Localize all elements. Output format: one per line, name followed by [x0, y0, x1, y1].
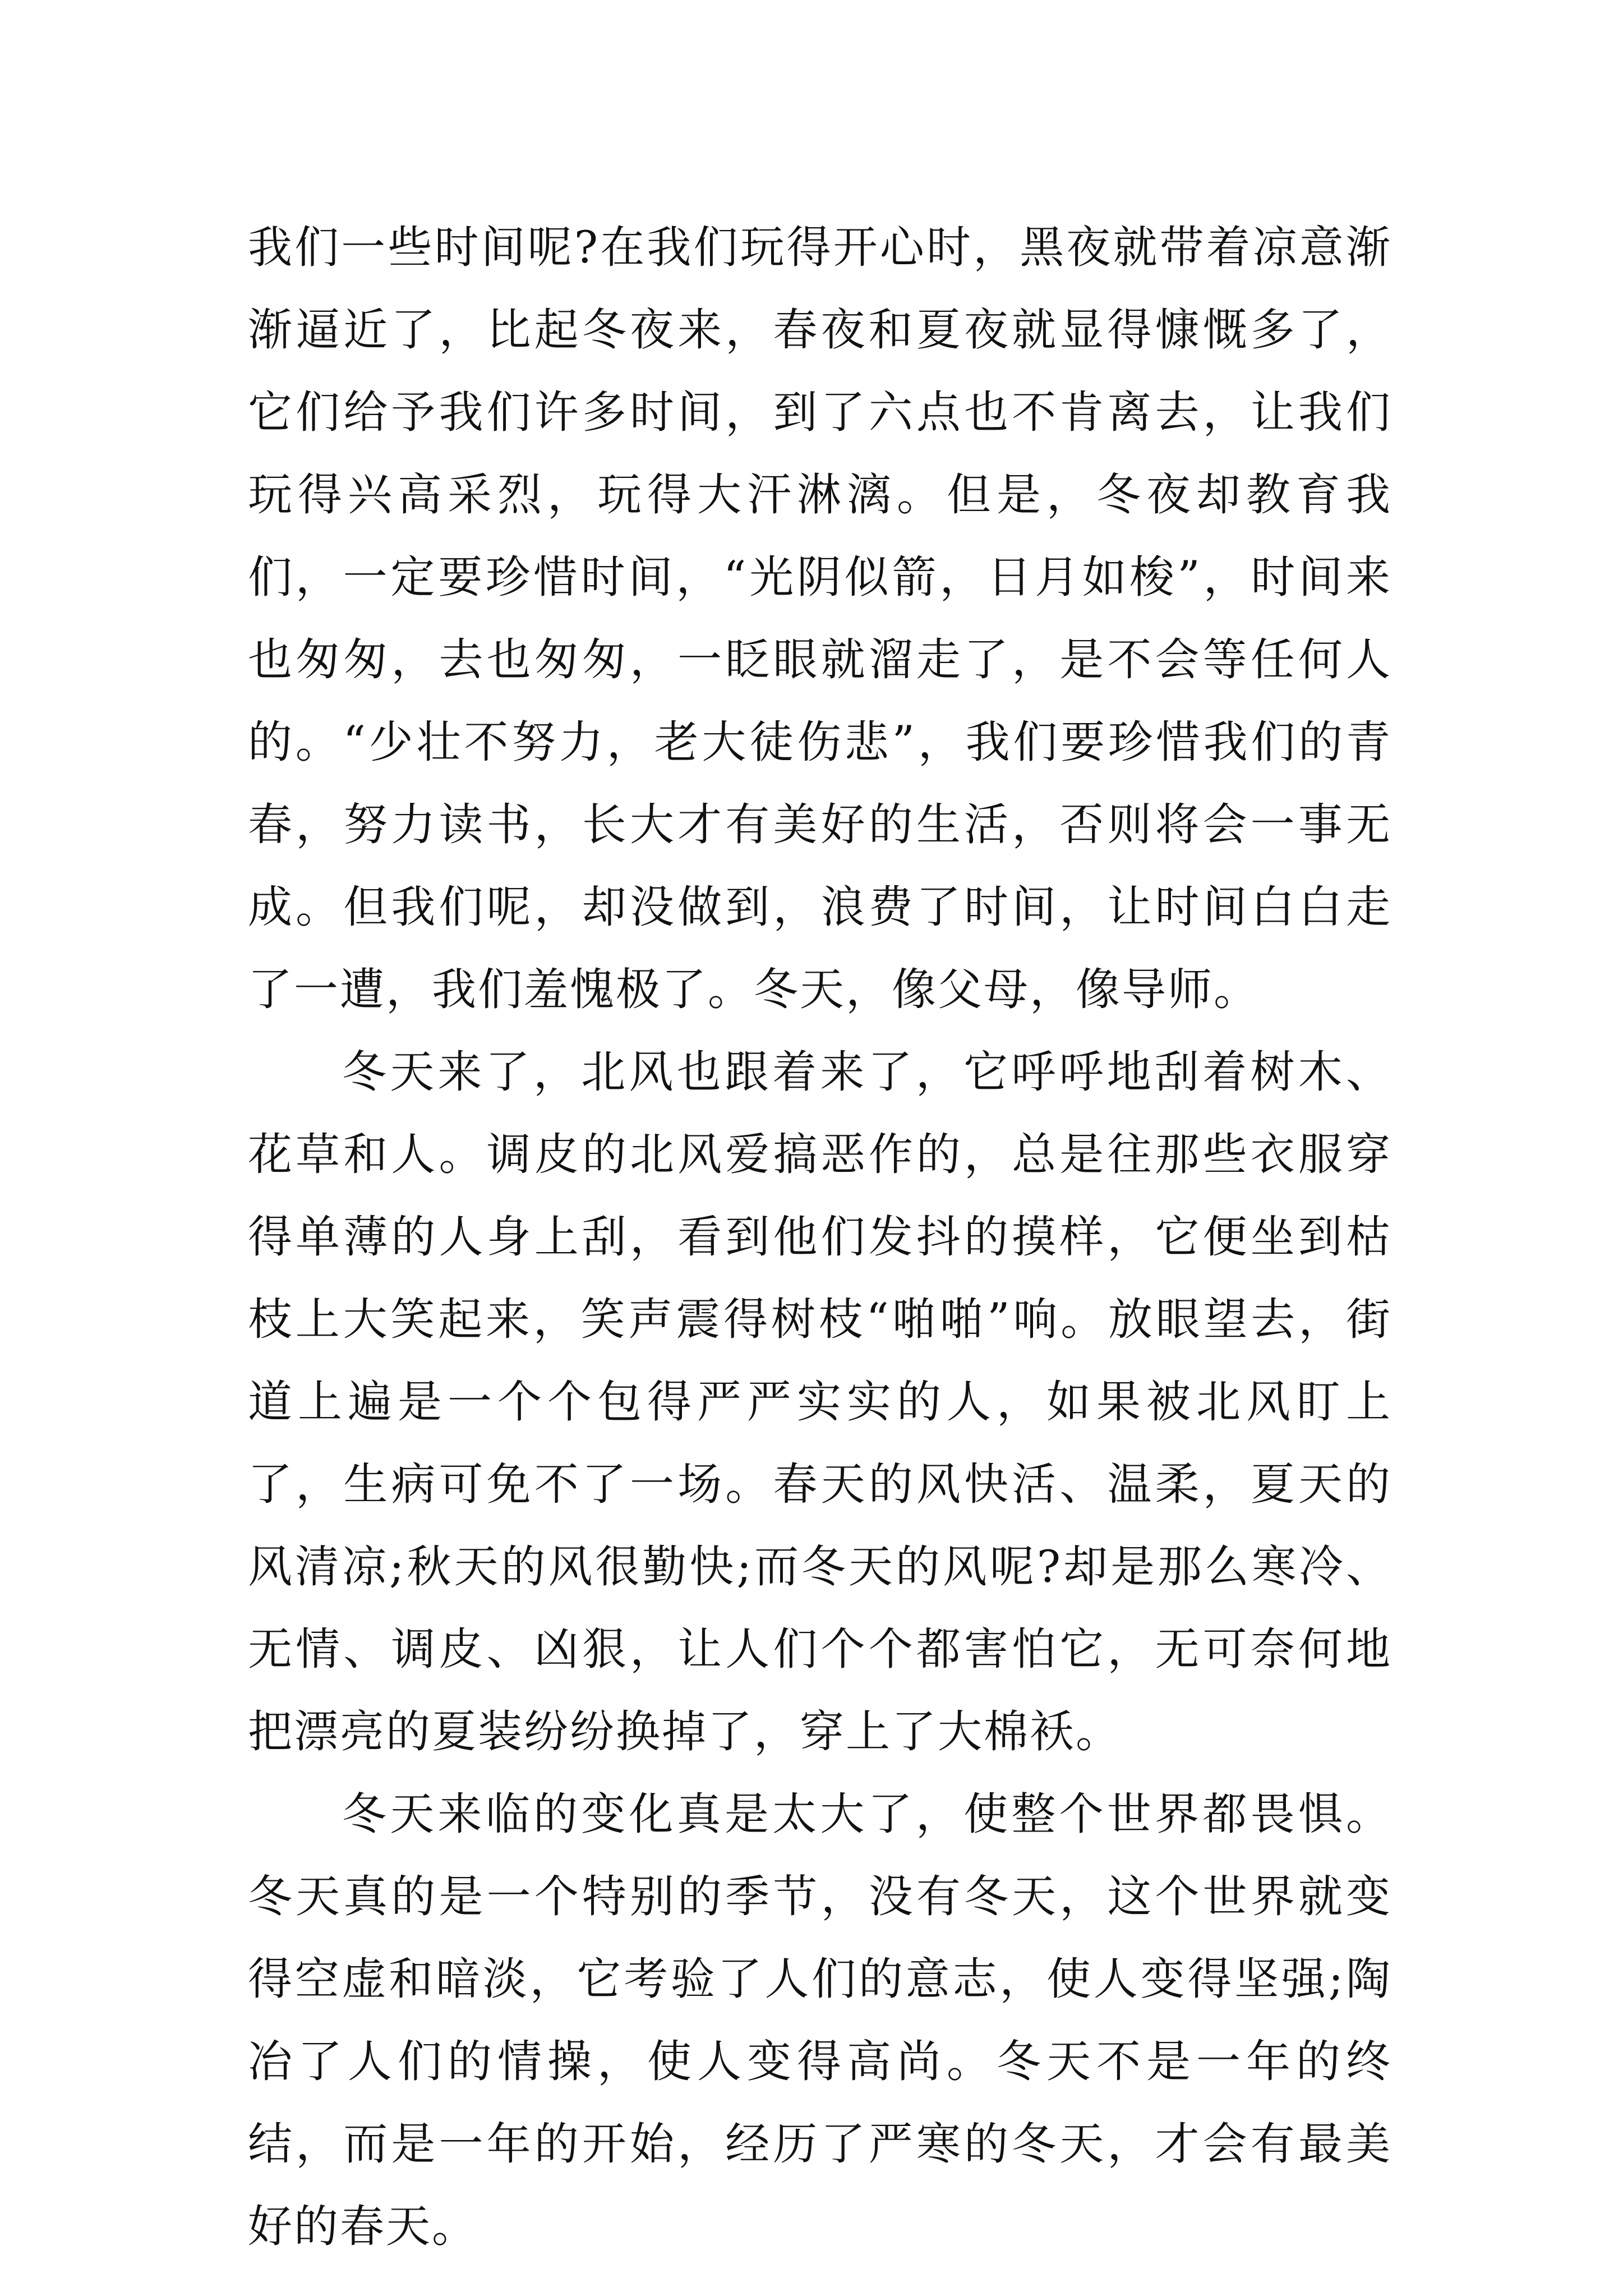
paragraph-3: 冬天来临的变化真是太大了，使整个世界都畏惧。冬天真的是一个特别的季节，没有冬天，这个世界就变得空虚和暗淡，它考验了人们的意志，使人变得坚强;陶冶了人们的情操，使人变得高尚。冬天不是一年的终结，而是一年的开始，经历了严寒的冬天，才会有最美好的春天。 — [248, 1788, 1392, 2252]
paragraph-1: 我们一些时间呢?在我们玩得开心时，黑夜就带着凉意渐渐逼近了，比起冬夜来，春夜和夏夜就显得慷慨多了，它们给予我们许多时间，到了六点也不肯离去，让我们玩得兴高采烈，玩得大汗淋漓。但是，冬夜却教育我们，一定要珍惜时间，“光阴似箭，日月如梭”，时间来也匆匆，去也匆匆，一眨眼就溜走了，是不会等任何人的。“少壮不努力，老大徒伤悲”，我们要珍惜我们的青春，努力读书，长大才有美好的生活，否则将会一事无成。但我们呢，却没做到，浪费了时间，让时间白白走了一遭，我们羞愧极了。冬天，像父母，像导师。 — [248, 222, 1392, 1015]
document-body — [248, 206, 1392, 2268]
paragraph-2: 冬天来了，北风也跟着来了，它呼呼地刮着树木、花草和人。调皮的北风爱搞恶作的，总是往那些衣服穿得单薄的人身上刮，看到他们发抖的摸样，它便坐到枯枝上大笑起来，笑声震得树枝“啪啪”响。放眼望去，街道上遍是一个个包得严严实实的人，如果被北风盯上了，生病可免不了一场。春天的风快活、温柔，夏天的风清凉;秋天的风很勤快;而冬天的风呢?却是那么寒冷、无情、调皮、凶狠，让人们个个都害怕它，无可奈何地把漂亮的夏装纷纷换掉了，穿上了大棉袄。 — [248, 1046, 1392, 1757]
